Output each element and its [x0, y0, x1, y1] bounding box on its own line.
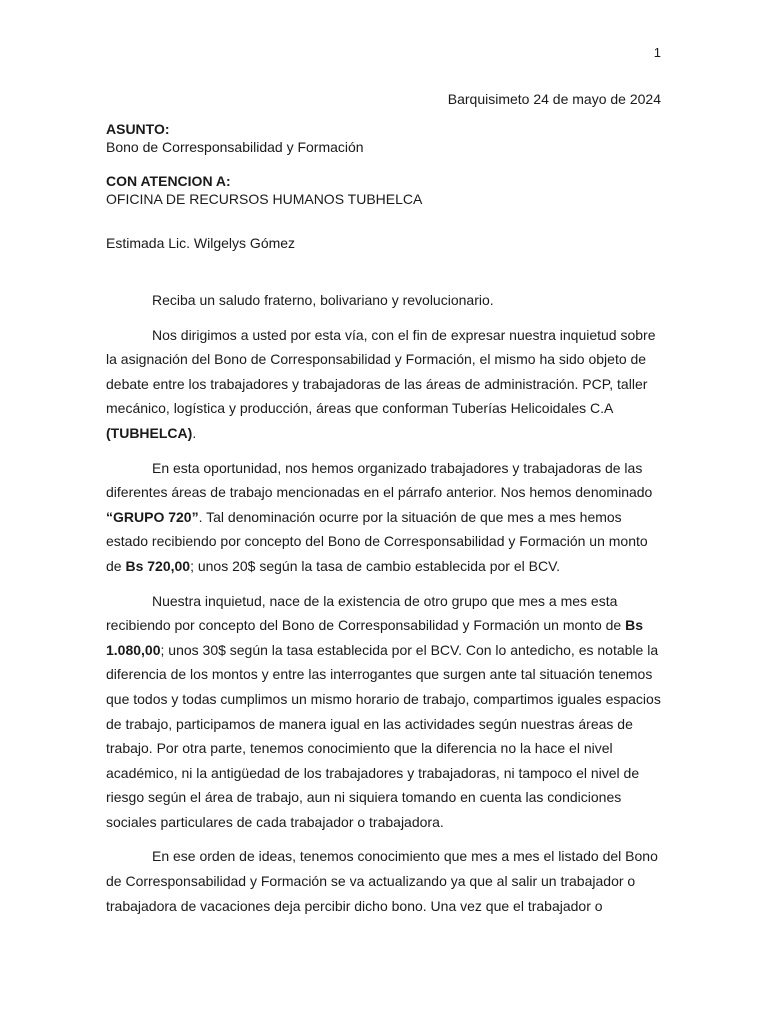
letter-body — [106, 288, 662, 918]
attention-block — [106, 172, 422, 208]
paragraph-group-text-c: ; unos 20$ según la tasa de cambio establecida por el BCV. — [190, 557, 561, 574]
paragraph-group-text-a: En esta oportunidad, nos hemos organizado trabajadores y trabajadoras de las diferentes áreas de trabajo mencionadas en el párrafo anterior. Nos hemos denominado — [106, 459, 653, 501]
attention-label: CON ATENCION A: — [106, 173, 231, 189]
paragraph-group — [106, 456, 662, 579]
company-abbrev: (TUBHELCA) — [106, 424, 193, 441]
paragraph-purpose-end: . — [192, 424, 197, 441]
page-number: 1 — [653, 45, 661, 60]
subject-block — [106, 120, 364, 156]
paragraph-order: En ese orden de ideas, tenemos conocimiento que mes a mes el listado del Bono de Corresponsabilidad y Formación se va actualizando ya que al salir un trabajador o trabajadora de vacaciones deja percibir dicho bono. Una vez que el trabajador o — [106, 848, 658, 914]
subject-label: ASUNTO: — [106, 121, 170, 137]
paragraph-concern — [106, 589, 662, 835]
paragraph-purpose-text: Nos dirigimos a usted por esta vía, con el fin de expresar nuestra inquietud sobre la asignación del Bono de Corresponsabilidad y Formación, el mismo ha sido objeto de debate entre los trabajadores y trabajadoras de las áreas de administración. PCP, taller mecánico, logística y producción, áreas que conforman Tuberías Helicoidales C.A — [106, 326, 656, 417]
salutation: Estimada Lic. Wilgelys Gómez — [106, 235, 296, 251]
paragraph-purpose — [106, 323, 662, 446]
paragraph-concern-text-b: ; unos 30$ según la tasa establecida por el BCV. Con lo antedicho, es notable la diferencia de los montos y entre las interrogantes que surgen ante tal situación tenemos que todos y todas cumplimos un mismo horario de trabajo, compartimos iguales espacios de trabajo, participamos de manera igual en las actividades según nuestras áreas de trabajo. Por otra parte, tenemos conocimiento que la diferencia no la hace el nivel académico, ni la antigüedad de los trabajadores y trabajadoras, ni tampoco el nivel de riesgo según el área de trabajo, aun ni siquiera tomando en cuenta las condiciones sociales particulares de cada trabajador o trabajadora. — [106, 641, 661, 830]
paragraph-group-text-b: . Tal denominación ocurre por la situación de que mes a mes hemos estado recibiendo por concepto del Bono de Corresponsabilidad y Formación un monto de — [106, 508, 648, 574]
subject-text: Bono de Corresponsabilidad y Formación — [106, 139, 364, 155]
paragraph-greeting: Reciba un saludo fraterno, bolivariano y revolucionario. — [152, 292, 494, 308]
amount-720: Bs 720,00 — [125, 557, 191, 574]
group-name: “GRUPO 720” — [106, 508, 199, 525]
paragraph-concern-text-a: Nuestra inquietud, nace de la existencia de otro grupo que mes a mes esta recibiendo por concepto del Bono de Corresponsabilidad y Formación un monto de — [106, 592, 626, 634]
amount-1080: Bs 1.080,00 — [106, 617, 643, 658]
attention-text: OFICINA DE RECURSOS HUMANOS TUBHELCA — [106, 191, 423, 207]
date-line: Barquisimeto 24 de mayo de 2024 — [447, 91, 661, 107]
